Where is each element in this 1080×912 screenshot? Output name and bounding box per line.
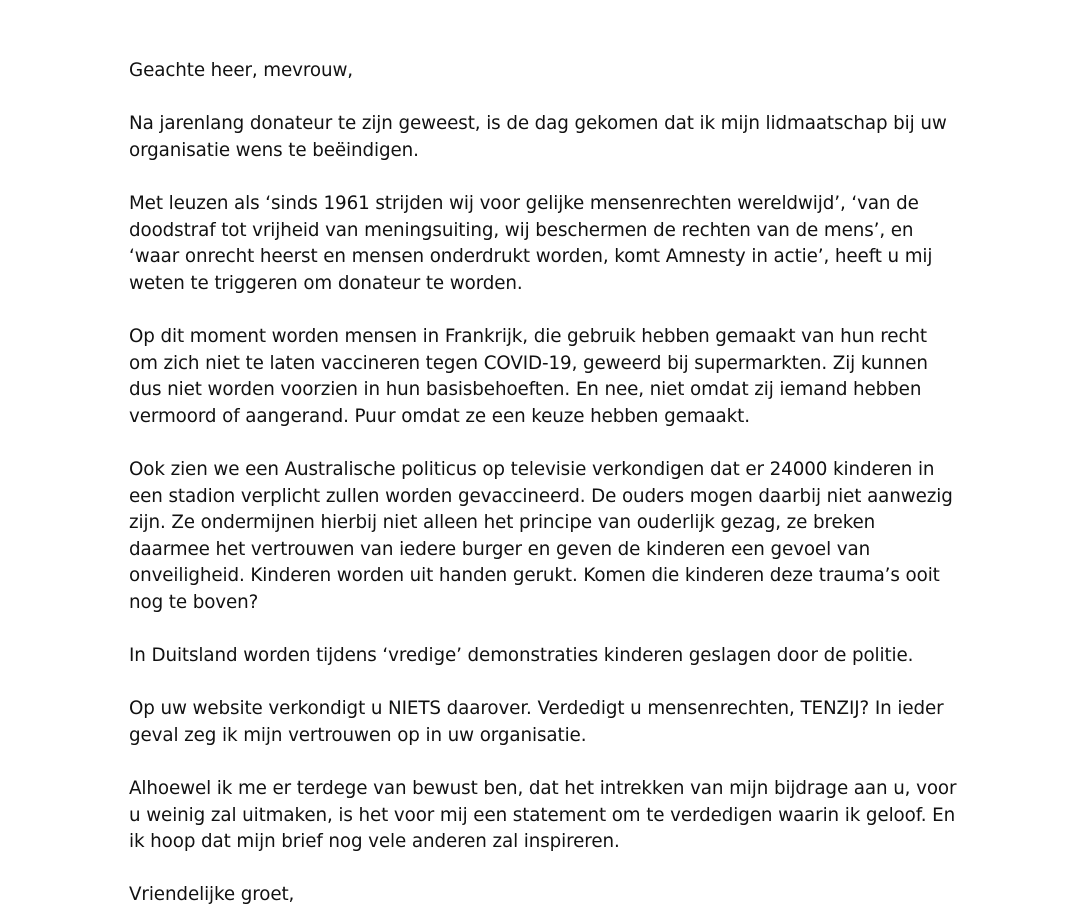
letter-paragraph-5: In Duitsland worden tijdens ‘vredige’ demonstraties kinderen geslagen door de politie. (129, 645, 914, 667)
letter-paragraph-2: Met leuzen als ‘sinds 1961 strijden wij voor gelijke mensenrechten wereldwijd’, ‘van de doodstraf tot vrijheid van meningsuiting, wij beschermen de rechten van de mens’, en ‘waar onrecht heerst en mensen onderdrukt worden, komt Amnesty in actie’, heeft u mij weten te triggeren om donateur te worden. (129, 192, 933, 294)
letter-body (129, 58, 959, 909)
letter-paragraph-1: Na jarenlang donateur te zijn geweest, is de dag gekomen dat ik mijn lidmaatschap bij uw organisatie wens te beëindigen. (129, 113, 947, 161)
letter-paragraph-4: Ook zien we een Australische politicus op televisie verkondigen dat er 24000 kinderen in een stadion verplicht zullen worden gevaccineerd. De ouders mogen daarbij niet aanwezig zijn. Ze ondermijnen hierbij niet alleen het principe van ouderlijk gezag, ze breken daarmee het vertrouwen van iedere burger en geven de kinderen een gevoel van onveiligheid. Kinderen worden uit handen gerukt. Komen die kinderen deze trauma’s ooit nog te boven? (129, 458, 953, 613)
letter-paragraph-6: Op uw website verkondigt u NIETS daarover. Verdedigt u mensenrechten, TENZIJ? In ieder geval zeg ik mijn vertrouwen op in uw organisatie. (129, 698, 944, 746)
letter-paragraph-7: Alhoewel ik me er terdege van bewust ben, dat het intrekken van mijn bijdrage aan u, voor u weinig zal uitmaken, is het voor mij een statement om te verdedigen waarin ik geloof. En ik hoop dat mijn brief nog vele anderen zal inspireren. (129, 778, 957, 853)
letter-paragraph-3: Op dit moment worden mensen in Frankrijk, die gebruik hebben gemaakt van hun recht om zich niet te laten vaccineren tegen COVID-19, geweerd bij supermarkten. Zij kunnen dus niet worden voorzien in hun basisbehoeften. En nee, niet omdat zij iemand hebben vermoord of aangerand. Puur omdat ze een keuze hebben gemaakt. (129, 325, 928, 427)
letter-salutation: Geachte heer, mevrouw, (129, 60, 354, 81)
letter-closing: Vriendelijke groet, (129, 884, 295, 906)
